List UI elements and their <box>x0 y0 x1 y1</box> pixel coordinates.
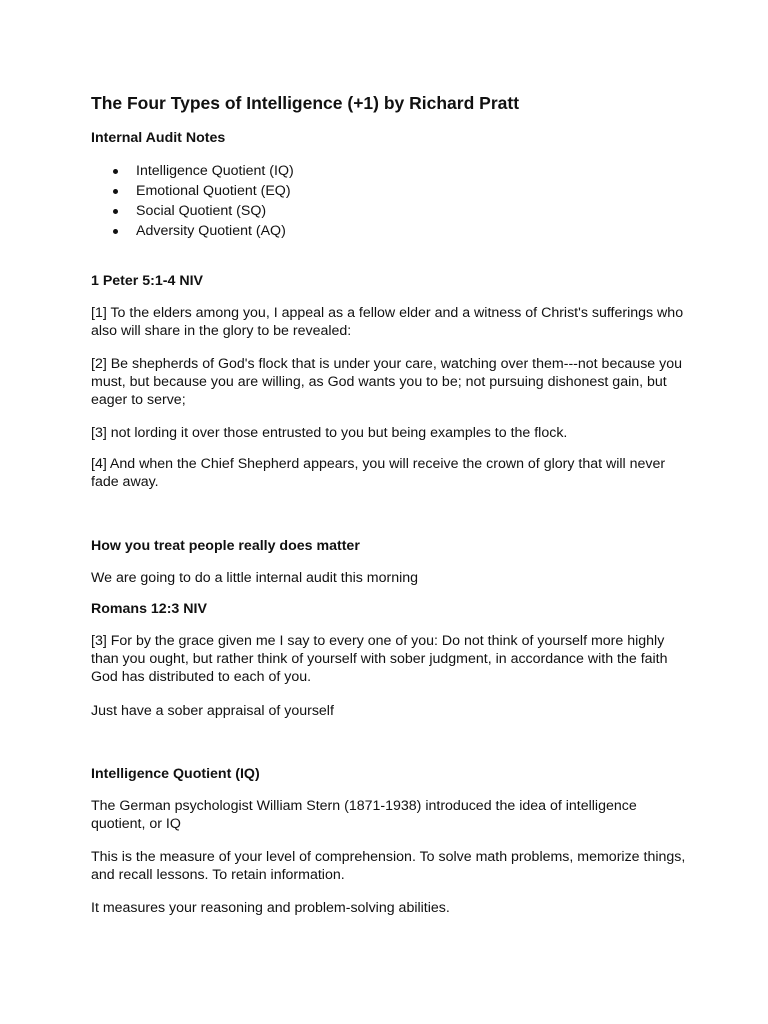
document-subtitle: Internal Audit Notes <box>91 130 226 146</box>
quotient-list <box>91 162 294 242</box>
bullet-icon <box>113 189 118 194</box>
paragraph: We are going to do a little internal audit this morning <box>91 570 419 586</box>
list-item: Adversity Quotient (AQ) <box>91 222 294 242</box>
bullet-icon <box>113 209 118 214</box>
paragraph: This is the measure of your level of comprehension. To solve math problems, memorize things, and recall lessons. To retain information. <box>91 849 686 883</box>
section-heading-1-peter: 1 Peter 5:1-4 NIV <box>91 273 203 289</box>
paragraph: Just have a sober appraisal of yourself <box>91 703 334 719</box>
paragraph: [4] And when the Chief Shepherd appears, you will receive the crown of glory that will never fade away. <box>91 456 666 490</box>
bullet-icon <box>113 169 118 174</box>
paragraph: [3] not lording it over those entrusted to you but being examples to the flock. <box>91 425 568 441</box>
paragraph: The German psychologist William Stern (1871-1938) introduced the idea of intelligence quotient, or IQ <box>91 798 637 832</box>
list-item: Social Quotient (SQ) <box>91 202 294 222</box>
bullet-icon <box>113 229 118 234</box>
document-title: The Four Types of Intelligence (+1) by Richard Pratt <box>91 93 520 113</box>
paragraph: It measures your reasoning and problem-solving abilities. <box>91 900 450 916</box>
list-item: Emotional Quotient (EQ) <box>91 182 294 202</box>
section-heading-treat-people: How you treat people really does matter <box>91 538 360 554</box>
paragraph: [3] For by the grace given me I say to every one of you: Do not think of yourself more highly than you ought, but rather think of yourself with sober judgment, in accordance with the faith God has distributed to each of you. <box>91 633 668 685</box>
section-heading-iq: Intelligence Quotient (IQ) <box>91 766 260 782</box>
paragraph: [1] To the elders among you, I appeal as a fellow elder and a witness of Christ's sufferings who also will share in the glory to be revealed: <box>91 305 684 339</box>
section-heading-romans: Romans 12:3 NIV <box>91 601 207 617</box>
paragraph: [2] Be shepherds of God's flock that is under your care, watching over them---not because you must, but because you are willing, as God wants you to be; not pursuing dishonest gain, but eager to serve; <box>91 356 683 408</box>
list-item: Intelligence Quotient (IQ) <box>91 162 294 182</box>
